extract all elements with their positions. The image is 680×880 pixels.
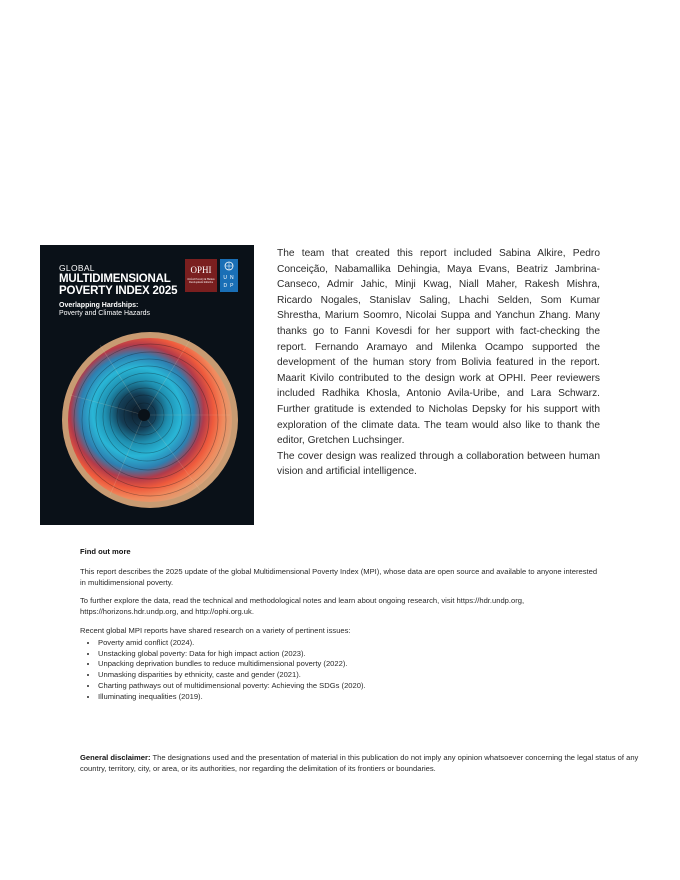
ophi-logo-text: OPHI	[190, 265, 212, 275]
reports-list	[80, 638, 605, 703]
find-out-more-paragraph-1: This report describes the 2025 update of the global Multidimensional Poverty Index (MPI), whose data are open source and available to anyone interested in multidimensional poverty.	[80, 566, 598, 587]
cover-global-label: GLOBAL	[59, 263, 95, 273]
cover-subtitle-2: Poverty and Climate Hazards	[59, 309, 151, 317]
list-item: • Charting pathways out of multidimensional poverty: Achieving the SDGs (2020).	[98, 681, 605, 692]
un-globe-icon	[224, 261, 234, 271]
cover-title-block	[59, 264, 177, 317]
general-disclaimer	[80, 752, 640, 774]
cover-title-line2: POVERTY INDEX 2025	[59, 285, 178, 297]
list-item: • Unpacking deprivation bundles to reduce multidimensional poverty (2022).	[98, 659, 605, 670]
disclaimer-label: General disclaimer:	[80, 753, 151, 762]
ophi-logo-subtext: Oxford Poverty & Human Development Initiative	[187, 278, 215, 285]
disclaimer-text: The designations used and the presentation of material in this publication do not imply any opinion whatsoever concerning the legal status of any country, territory, city, or area, or its authorities, nor regarding the delimitation of its frontiers or boundaries.	[80, 753, 639, 773]
find-out-more-section	[80, 547, 605, 703]
cover-design-note: The cover design was realized through a collaboration between human vision and artificial intelligence.	[277, 450, 600, 478]
list-item: • Unmasking disparities by ethnicity, caste and gender (2021).	[98, 670, 605, 681]
acknowledgements-text	[277, 246, 600, 480]
list-item: • Illuminating inequalities (2019).	[98, 692, 605, 703]
undp-logo-text: UNDP	[223, 275, 237, 289]
list-item: • Unstacking global poverty: Data for high impact action (2023).	[98, 649, 605, 660]
find-out-more-paragraph-3: Recent global MPI reports have shared research on a variety of pertinent issues:	[80, 625, 351, 635]
find-out-more-heading: Find out more	[80, 547, 131, 556]
list-item: • Poverty amid conflict (2024).	[98, 638, 605, 649]
undp-logo	[220, 259, 238, 292]
cover-title-line1: MULTIDIMENSIONAL	[59, 272, 171, 285]
find-out-more-paragraph-2: To further explore the data, read the technical and methodological notes and learn about ongoing research, visit https://hdr.undp.org, https://horizons.hdr.undp.org, and http://ophi.org.uk.	[80, 596, 525, 617]
cover-subtitle: Overlapping Hardships:	[59, 301, 139, 309]
acknowledgements-paragraph: The team that created this report included Sabina Alkire, Pedro Conceição, Nabamallika Dehingia, Maya Evans, Beatriz Jambrina-Canseco, Admir Jahic, Minji Kwag, Niall Maher, Rakesh Mishra, Ricardo Nogales, Stanislav Saling, Lhachi Selden, Som Kumar Shrestha, Marium Soomro, Nicolai Suppa and Yanchun Zhang. Many thanks go to Fanni Kovesdi for her support with fact-checking the report. Fernando Aramayo and Milenka Ocampo supported the development of the human story from Bolivia featured in the report. Maarit Kivilo contributed to the design work at OPHI. Peer reviewers included Radhika Khosla, Antonio Avila-Uribe, and Lara Schwarz. Further gratitude is extended to Nicholas Depsky for his support with exploration of the climate data. The team would also like to thank the editor, Gretchen Luchsinger.	[277, 248, 600, 447]
report-cover-image	[40, 245, 254, 525]
ophi-logo	[185, 259, 217, 292]
